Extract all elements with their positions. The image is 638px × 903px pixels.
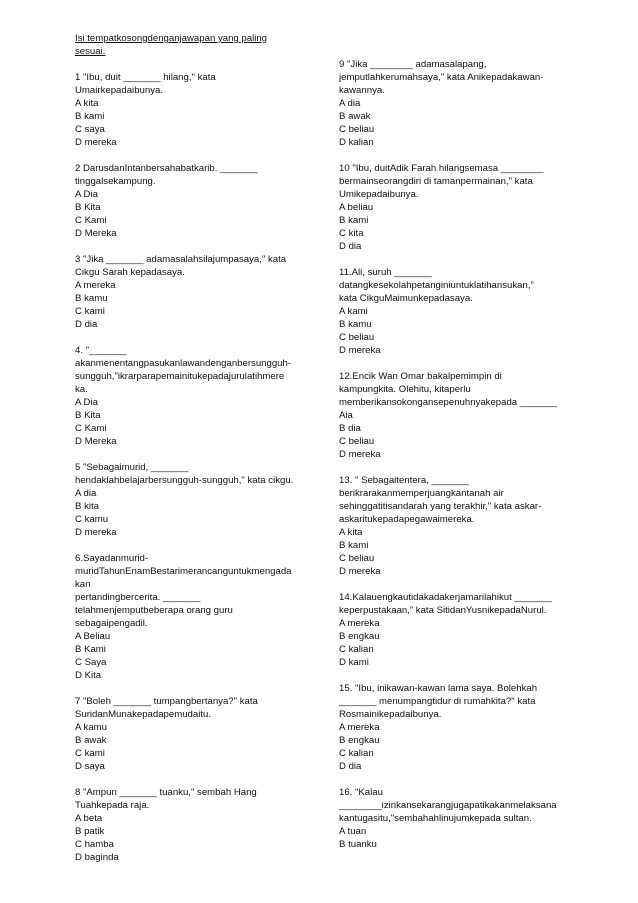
right-text-line: C beliau [339, 332, 375, 343]
left-text-line: C kamu [75, 514, 109, 525]
right-text-line: D kami [339, 657, 369, 668]
left-text-line: 4. "_______ [75, 345, 127, 356]
right-text-line: 12.Encik Wan Omar bakalpemimpin di [339, 371, 502, 382]
right-text-line: C beliau [339, 553, 375, 564]
left-text-line: A Dia [75, 397, 98, 408]
right-text-line: D mereka [339, 345, 381, 356]
right-text-line: B tuanku [339, 839, 377, 850]
left-text-line: Umairkepadaibunya. [75, 85, 163, 96]
left-text-line: 6.Sayadanmurid- [75, 553, 149, 564]
left-text-line: A dia [75, 488, 97, 499]
right-text-line: kawannya. [339, 85, 385, 96]
left-text-line: C Kami [75, 423, 107, 434]
left-text-line: C Kami [75, 215, 107, 226]
right-text-line: B kami [339, 540, 369, 551]
left-text-line: ka. [75, 384, 88, 395]
right-text-line: kantugasitu,"sembahahlinujumkepada sultan. [339, 813, 532, 824]
right-text-line: B kamu [339, 319, 372, 330]
right-text-line: D mereka [339, 449, 381, 460]
right-text-line: jemputlahkerumahsaya," kata Anikepadakawan- [339, 72, 544, 83]
right-text-line: B engkau [339, 735, 380, 746]
right-text-line: datangkesekolahpetanginiuntuklatihansukan,” [339, 280, 534, 291]
left-text-line: A Dia [75, 189, 98, 200]
right-text-line: 13. " Sebagaitentera, _______ [339, 475, 469, 486]
right-text-line: D kalian [339, 137, 374, 148]
right-text-line: Aia [339, 410, 353, 421]
left-text-line: Cikgu Sarah kepadasaya. [75, 267, 185, 278]
left-text-line: D Mereka [75, 436, 117, 447]
right-text-line: kampungkita. Olehitu, kitaperlu [339, 384, 471, 395]
right-text-line: 15. "Ibu, inikawan-kawan lama saya. Bolehkah [339, 683, 538, 694]
right-text-line: berikrarakanmemperjuangkantanah air [339, 488, 504, 499]
left-text-line: akanmenentangpasukanlawandenganbersungguh- [75, 358, 292, 369]
right-text-line: C beliau [339, 124, 375, 135]
left-text-line: B Kita [75, 410, 101, 421]
right-text-line: B kami [339, 215, 369, 226]
left-text-line: pertandingbercerita. _______ [75, 592, 201, 603]
right-text-line: A dia [339, 98, 361, 109]
right-text-line: A tuan [339, 826, 367, 837]
left-text-line: sebagaipengadil. [75, 618, 148, 629]
left-text-line: 3 "Jika _______ adamasalahsilajumpasaya," kata [75, 254, 287, 265]
left-text-line: A kita [75, 98, 99, 109]
right-text-line: A kita [339, 527, 363, 538]
left-text-line: Isi tempatkosongdenganjawapan yang paling [75, 33, 268, 44]
right-text-line: askaritukepadapegawaimereka. [339, 514, 475, 525]
left-text-line: tinggalsekampung. [75, 176, 156, 187]
left-text-line: D mereka [75, 137, 117, 148]
left-text-line: D baginda [75, 852, 119, 863]
right-text-line: D dia [339, 761, 362, 772]
right-text-line: 9 "Jika ________ adamasalapang, [339, 59, 487, 70]
left-text-line: D saya [75, 761, 105, 772]
left-text-line: telahmenjemputbeberapa orang guru [75, 605, 233, 616]
left-text-line: C kami [75, 306, 105, 317]
left-text-line: sungguh,"ikrarparapemainitukepadajurulatihmere [75, 371, 285, 382]
left-text-line: hendaklahbelajarbersungguh-sungguh," kata cikgu. [75, 475, 294, 486]
right-text-line: A mereka [339, 618, 380, 629]
right-text-line: C beliau [339, 436, 375, 447]
left-text-line: D mereka [75, 527, 117, 538]
right-text-line: B dia [339, 423, 361, 434]
right-text-line: A mereka [339, 722, 380, 733]
left-text-line: B Kami [75, 644, 106, 655]
left-text-line: sesuai. [75, 46, 106, 57]
left-text-line: C Saya [75, 657, 107, 668]
right-text-line: C kalian [339, 748, 374, 759]
right-text-line: C kita [339, 228, 364, 239]
right-text-line: ________izinkansekarangjugapatikakanmelaksana [339, 800, 557, 811]
right-text-line: A beliau [339, 202, 374, 213]
left-text-line: A kamu [75, 722, 107, 733]
right-text-line: 11.Ali, suruh _______ [339, 267, 432, 278]
left-text-line: 5 "Sebagaimurid, _______ [75, 462, 189, 473]
right-text-line: Rosmainikepadaibunya. [339, 709, 442, 720]
right-text-line: A kami [339, 306, 368, 317]
right-text-line: D mereka [339, 566, 381, 577]
left-text-line: Tuahkepada raja. [75, 800, 150, 811]
left-text-line: B patik [75, 826, 105, 837]
right-text-line: B awak [339, 111, 371, 122]
right-text-line: kata CikguMaimunkepadasaya. [339, 293, 473, 304]
left-text-line: D Kita [75, 670, 102, 681]
right-text-line: Umikepadaibunya. [339, 189, 419, 200]
left-text-line: 1 "Ibu, duit _______ hilang," kata [75, 72, 216, 83]
right-text-line: B engkau [339, 631, 380, 642]
right-text-line: sehinggatitisandarah yang terakhir," kata askar- [339, 501, 542, 512]
left-text-line: D dia [75, 319, 98, 330]
right-text-line: 10 "Ibu, duitAdik Farah hilangsemasa ________ [339, 163, 544, 174]
right-text-line: _______ menumpangtidur di rumahkita?" kata [339, 696, 536, 707]
right-text-line: 16. "Kalau [339, 787, 383, 798]
right-text-line: memberikansokongansepenuhnyakepada _______ [339, 397, 558, 408]
left-text-line: B kamu [75, 293, 108, 304]
left-text-line: 8 "Ampun _______ tuanku," sembah Hang [75, 787, 257, 798]
left-text-line: B kami [75, 111, 105, 122]
left-text-line: B Kita [75, 202, 101, 213]
left-text-line: A mereka [75, 280, 116, 291]
left-text-line: B kita [75, 501, 99, 512]
right-text-line: 14.Kalauengkautidakadakerjamarilahikut _______ [339, 592, 552, 603]
left-text-line: B awak [75, 735, 107, 746]
left-text-line: SuridanMunakepadapemudaitu. [75, 709, 212, 720]
left-text-line: D Mereka [75, 228, 117, 239]
left-text-line: A beta [75, 813, 103, 824]
left-text-line: C kami [75, 748, 105, 759]
right-text-line: keperpustakaan,” kata SitidanYusnikepadaNurul. [339, 605, 547, 616]
left-text-line: 7 "Boleh _______ tumpangbertanya?" kata [75, 696, 258, 707]
left-text-line: C hamba [75, 839, 114, 850]
right-text-line: D dia [339, 241, 362, 252]
right-text-line: bermainseorangdiri di tamanpermainan," kata [339, 176, 533, 187]
left-text-line: 2 DarusdanIntanbersahabatkarib. _______ [75, 163, 258, 174]
left-text-line: muridTahunEnamBestarimerancanguntukmengada [75, 566, 292, 577]
left-text-line: kan [75, 579, 91, 590]
left-text-line: A Beliau [75, 631, 111, 642]
right-text-line: C kalian [339, 644, 374, 655]
left-text-line: C saya [75, 124, 105, 135]
